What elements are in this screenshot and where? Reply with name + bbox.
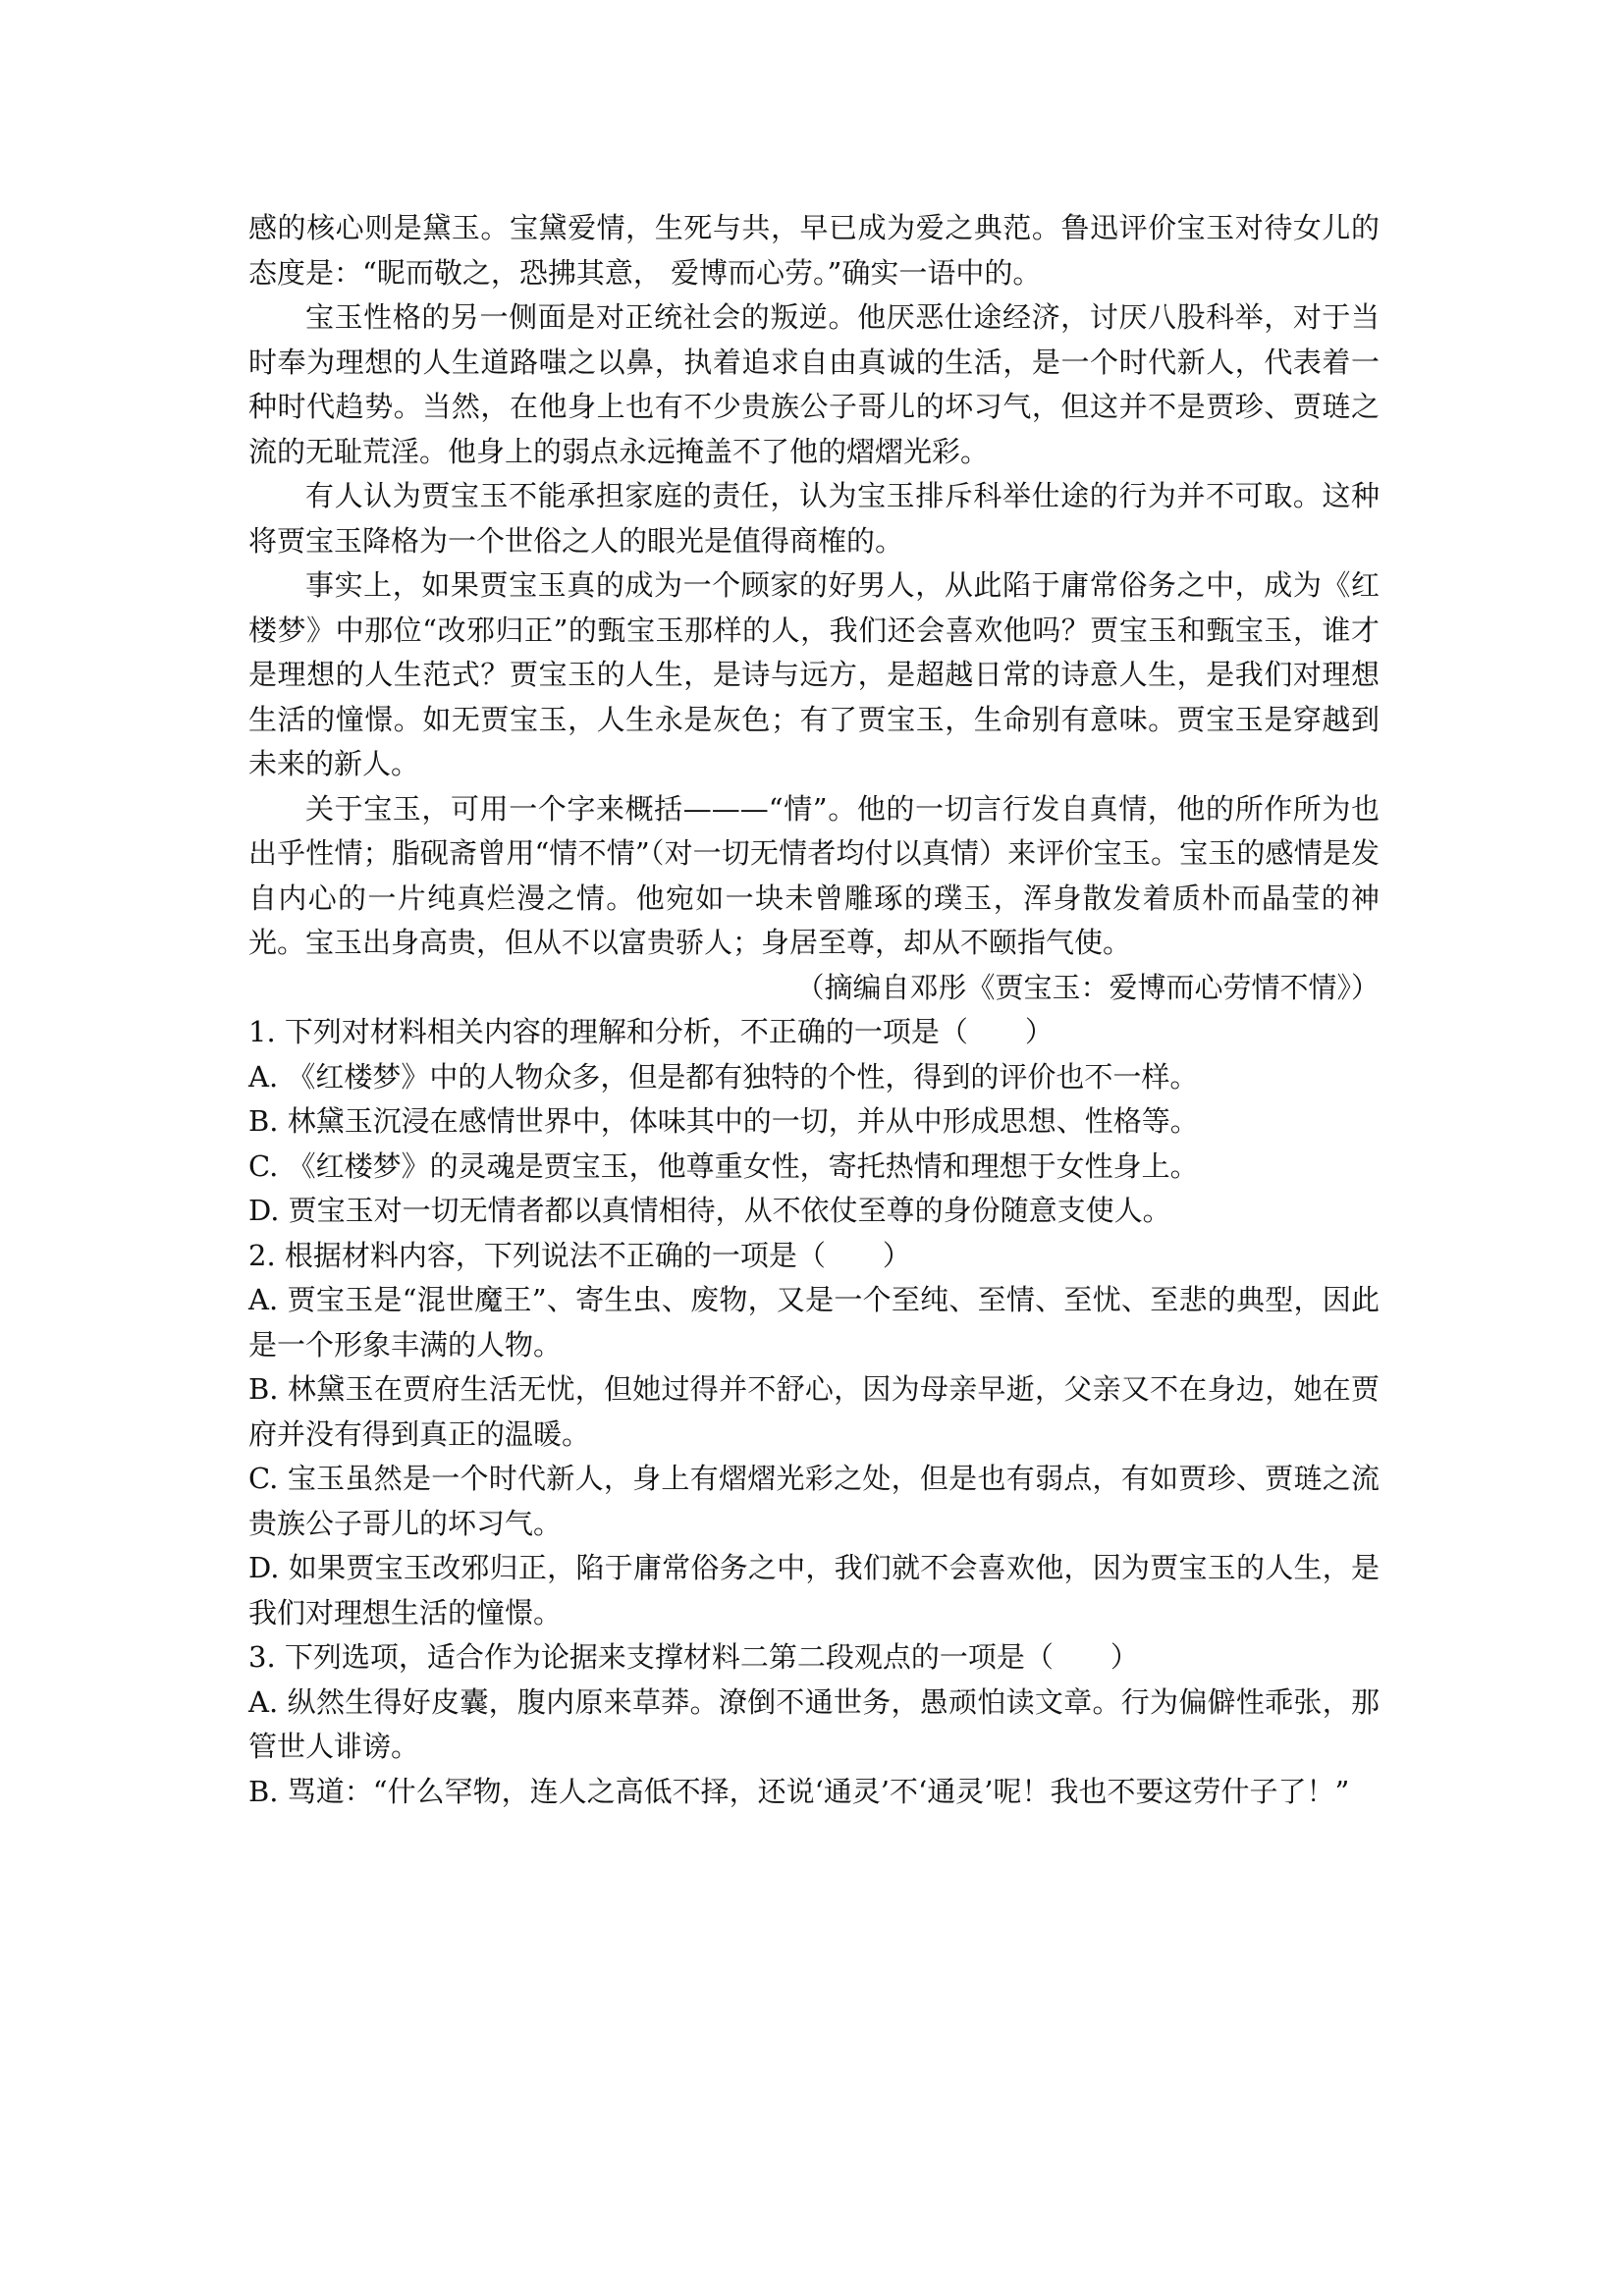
answer-option: A. 《红楼梦》中的人物众多，但是都有独特的个性，得到的评价也不一样。	[248, 1059, 1199, 1094]
passage-paragraph: 有人认为贾宝玉不能承担家庭的责任，认为宝玉排斥科举仕途的行为并不可取。这种将贾宝玉降格为一个世俗之人的眼光是值得商榷的。	[248, 479, 1380, 558]
question-stem: 1. 下列对材料相关内容的理解和分析，不正确的一项是（ ）	[248, 1015, 1054, 1048]
answer-option: C. 《红楼梦》的灵魂是贾宝玉，他尊重女性，寄托热情和理想于女性身上。	[248, 1148, 1199, 1183]
question-stem: 3. 下列选项，适合作为论据来支撑材料二第二段观点的一项是（ ）	[248, 1640, 1139, 1674]
answer-option: A. 纵然生得好皮囊，腹内原来草莽。潦倒不通世务，愚顽怕读文章。行为偏僻性乖张，那管世人诽谤。	[248, 1684, 1380, 1763]
passage-paragraph: 关于宝玉，可用一个字来概括———“情”。他的一切言行发自真情，他的所作所为也出乎性情；脂砚斋曾用“情不情”（对一切无情者均付以真情）来评价宝玉。宝玉的感情是发自内心的一片纯真烂漫之情。他宛如一块未曾雕琢的璞玉，浑身散发着质朴而晶莹的神光。宝玉出身高贵，但从不以富贵骄人；身居至尊，却从不颐指气使。	[248, 791, 1380, 959]
answer-option: B. 林黛玉沉浸在感情世界中，体味其中的一切，并从中形成思想、性格等。	[248, 1104, 1199, 1138]
answer-option: B. 骂道：“什么罕物，连人之高低不择，还说‘通灵’不‘通灵’呢！我也不要这劳什子了！”	[248, 1774, 1350, 1808]
document-page	[248, 206, 1380, 1814]
answer-option: D. 如果贾宝玉改邪归正，陷于庸常俗务之中，我们就不会喜欢他，因为贾宝玉的人生，是我们对理想生活的憧憬。	[248, 1551, 1380, 1629]
answer-option: B. 林黛玉在贾府生活无忧，但她过得并不舒心，因为母亲早逝，父亲又不在身边，她在贾府并没有得到真正的温暖。	[248, 1372, 1380, 1451]
answer-option: D. 贾宝玉对一切无情者都以真情相待，从不依仗至尊的身份随意支使人。	[248, 1194, 1171, 1227]
passage-paragraph: 感的核心则是黛玉。宝黛爱情，生死与共，早已成为爱之典范。鲁迅评价宝玉对待女儿的态度是：“昵而敬之，恐拂其意， 爱博而心劳。”确实一语中的。	[248, 211, 1380, 290]
passage-paragraph: 宝玉性格的另一侧面是对正统社会的叛逆。他厌恶仕途经济，讨厌八股科举，对于当时奉为理想的人生道路嗤之以鼻，执着追求自由真诚的生活，是一个时代新人，代表着一种时代趋势。当然，在他身上也有不少贵族公子哥儿的坏习气，但这并不是贾珍、贾琏之流的无耻荒淫。他身上的弱点永远掩盖不了他的熠熠光彩。	[248, 300, 1380, 468]
answer-option: A. 贾宝玉是“混世魔王”、寄生虫、废物，又是一个至纯、至情、至忧、至悲的典型，因此是一个形象丰满的人物。	[248, 1283, 1380, 1362]
passage-paragraph: 事实上，如果贾宝玉真的成为一个顾家的好男人，从此陷于庸常俗务之中，成为《红楼梦》中那位“改邪归正”的甄宝玉那样的人，我们还会喜欢他吗？贾宝玉和甄宝玉，谁才是理想的人生范式？贾宝玉的人生，是诗与远方，是超越日常的诗意人生，是我们对理想生活的憧憬。如无贾宝玉，人生永是灰色；有了贾宝玉，生命别有意味。贾宝玉是穿越到未来的新人。	[248, 568, 1380, 780]
answer-option: C. 宝玉虽然是一个时代新人，身上有熠熠光彩之处，但是也有弱点，有如贾珍、贾琏之流贵族公子哥儿的坏习气。	[248, 1462, 1380, 1540]
question-stem: 2. 根据材料内容，下列说法不正确的一项是（ ）	[248, 1238, 911, 1272]
source-citation: （摘编自邓彤《贾宝玉：爱博而心劳情不情》）	[795, 970, 1380, 1004]
